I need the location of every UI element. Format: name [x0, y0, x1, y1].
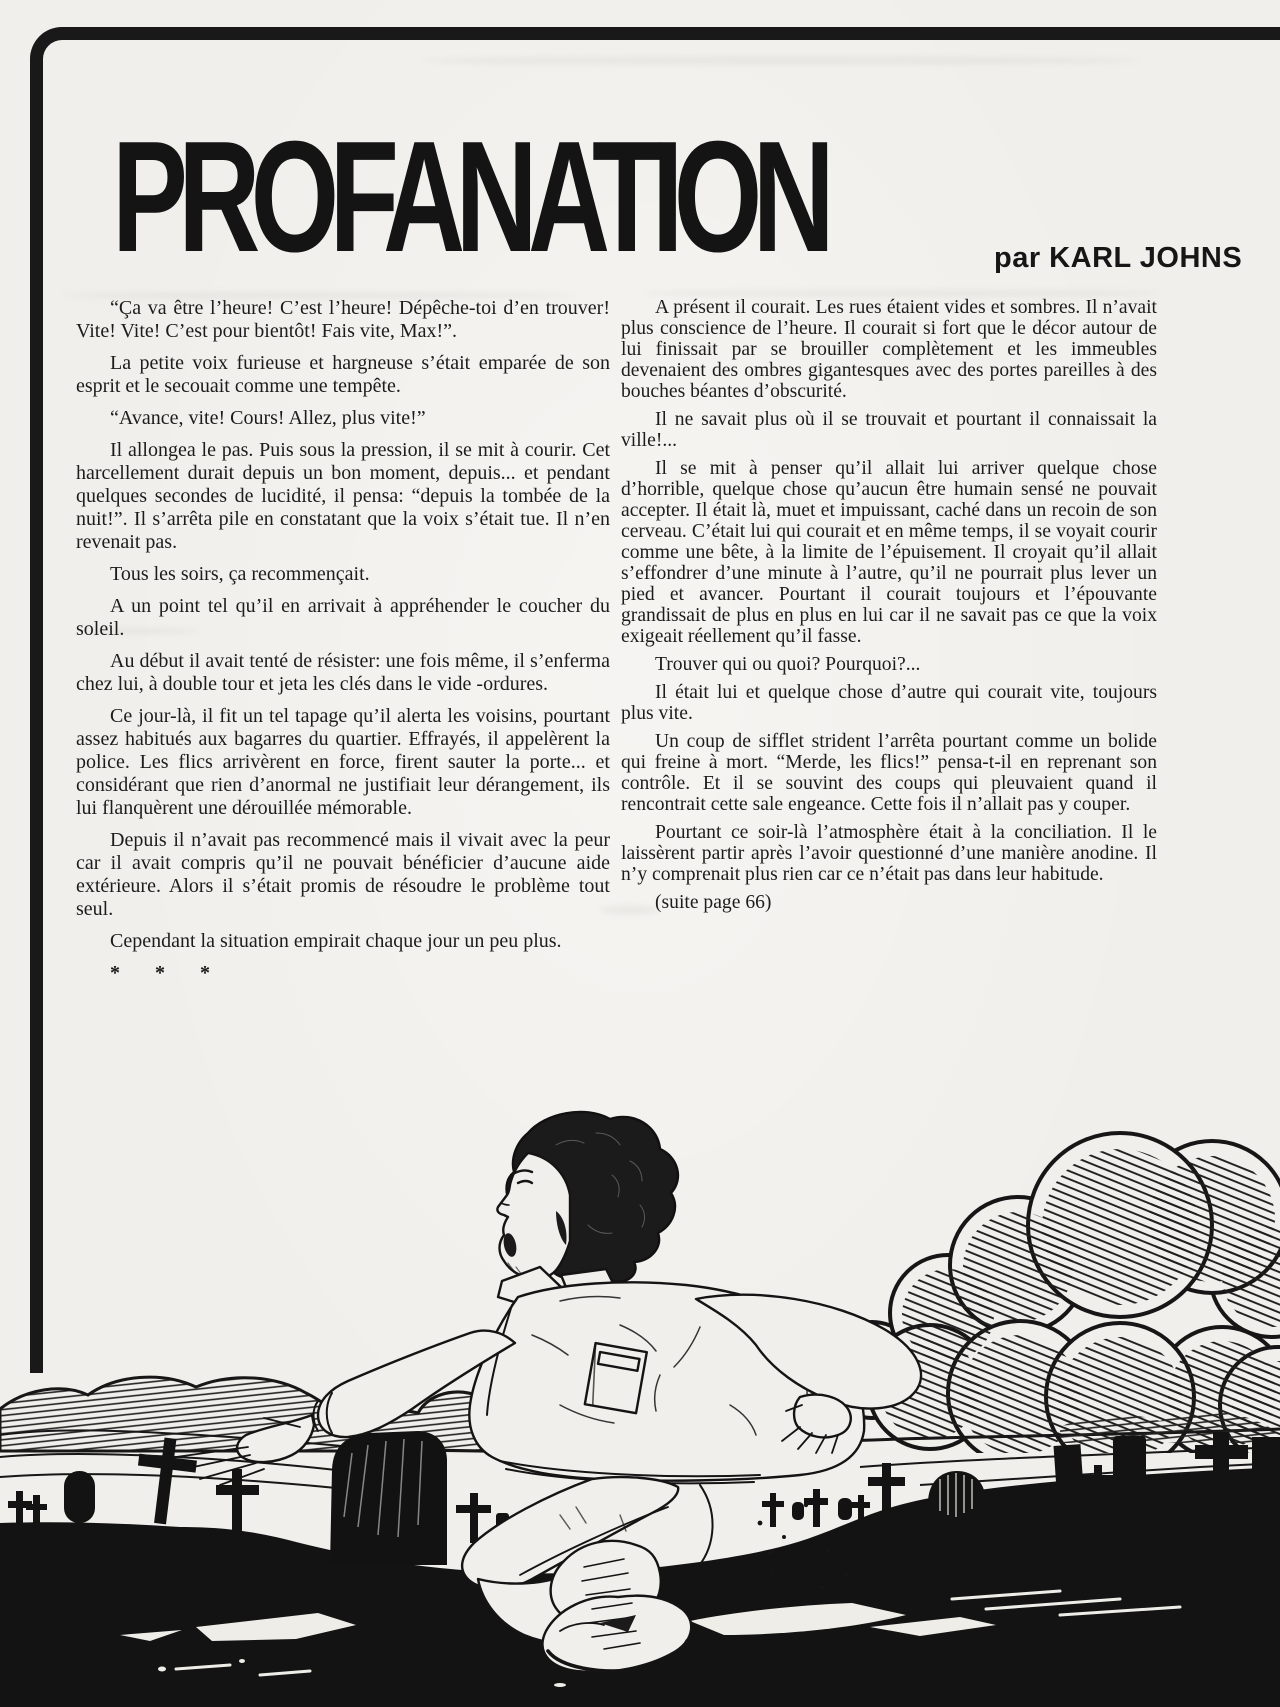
page-title: PROFANATION: [112, 109, 826, 285]
author-byline: par KARL JOHNS: [994, 242, 1243, 274]
paragraph: A un point tel qu’il en arrivait à appréhender le coucher du soleil.: [76, 595, 610, 640]
paragraph: Il se mit à penser qu’il allait lui arriver quelque chose d’horrible, quelque chose qu’aucun être humain sensé ne pouvait accepter. Il était là, muet et impuissant, caché dans un recoin de son cerveau. C’était lui qui courait et en même temps, il se voyait courir comme une bête, à la limite de l’épuisement. Il croyait qu’il allait s’effondrer d’une minute à l’autre, qu’il ne pourrait plus lever un pied et avancer. Pourtant il courait toujours et l’épouvante grandissait de plus en plus en lui car il ne savait pas ce que la voix exigeait réellement qu’il fasse.: [621, 458, 1157, 647]
paragraph: Pourtant ce soir-là l’atmosphère était à la conciliation. Il le laissèrent partir après l’avoir questionné d’une manière anodine. Il n’y comprenait plus rien car ce n’était pas dans leur habitude.: [621, 822, 1157, 885]
paragraph: Il ne savait plus où il se trouvait et pourtant il connaissait la ville!...: [621, 409, 1157, 451]
paragraph: “Avance, vite! Cours! Allez, plus vite!”: [110, 407, 426, 429]
continuation-note: (suite page 66): [655, 892, 772, 913]
section-separator: * * *: [110, 962, 210, 984]
paragraph: Au début il avait tenté de résister: une fois même, il s’enferma chez lui, à double tour et jeta les clés dans le vide -ordures.: [76, 650, 610, 695]
left-column: [76, 297, 610, 994]
scan-smudge: [420, 56, 1140, 65]
paragraph: La petite voix furieuse et hargneuse s’était emparée de son esprit et le secouait comme une tempête.: [76, 352, 610, 397]
paragraph: Il était lui et quelque chose d’autre qui courait vite, toujours plus vite.: [621, 682, 1157, 724]
paragraph: Depuis il n’avait pas recommencé mais il vivait avec la peur car il avait compris qu’il ne pouvait bénéficier d’aucune aide extérieure. Alors il s’était promis de résoudre le problème tout seul.: [76, 829, 610, 920]
right-column: [621, 297, 1157, 920]
large-gravestone: [330, 1431, 447, 1565]
scan-smudge: [640, 290, 1160, 297]
paragraph: Ce jour-là, il fit un tel tapage qu’il alerta les voisins, pourtant assez habitués aux bagarres du quartier. Effrayés, il appelèrent la police. Les flics arrivèrent en force, firent sauter la porte... et considérant que rien d’anormal ne justifiait leur dérangement, ils lui flanquèrent une dérouillée mémorable.: [76, 705, 610, 819]
paragraph: Cependant la situation empirait chaque jour un peu plus.: [110, 930, 562, 952]
paragraph: Trouver qui ou quoi? Pourquoi?...: [655, 654, 921, 675]
paragraph: Il allongea le pas. Puis sous la pression, il se mit à courir. Cet harcellement durait depuis un bon moment, depuis... et pendant quelques secondes de lucidité, il pensa: “depuis la tombée de la nuit!”. Il s’arrêta pile en constatant que la voix s’était tue. Il n’en revenait pas.: [76, 439, 610, 553]
paragraph: Un coup de sifflet strident l’arrêta pourtant comme un bolide qui freine à mort. “Merde, les flics!” pensa-t-il en reprenant son contrôle. Et il se souvint des coups qui pleuvaient quand il rencontrait cette sale engeance. Cette fois il n’allait pas y couper.: [621, 731, 1157, 815]
paragraph: Tous les soirs, ça recommençait.: [110, 563, 370, 585]
paragraph: “Ça va être l’heure! C’est l’heure! Dépêche-toi d’en trouver! Vite! Vite! C’est pour bientôt! Fais vite, Max!”.: [76, 297, 610, 342]
paragraph: A présent il courait. Les rues étaient vides et sombres. Il n’avait plus conscience de l’heure. Il courait si fort que le décor autour de lui finissait par se brouiller complètement et les immeubles devenaient des ombres gigantesques avec des portes pareilles à des bouches béantes d’obscurité.: [621, 297, 1157, 402]
runner-pocket: [585, 1343, 647, 1413]
cemetery-illustration: [0, 1075, 1280, 1707]
